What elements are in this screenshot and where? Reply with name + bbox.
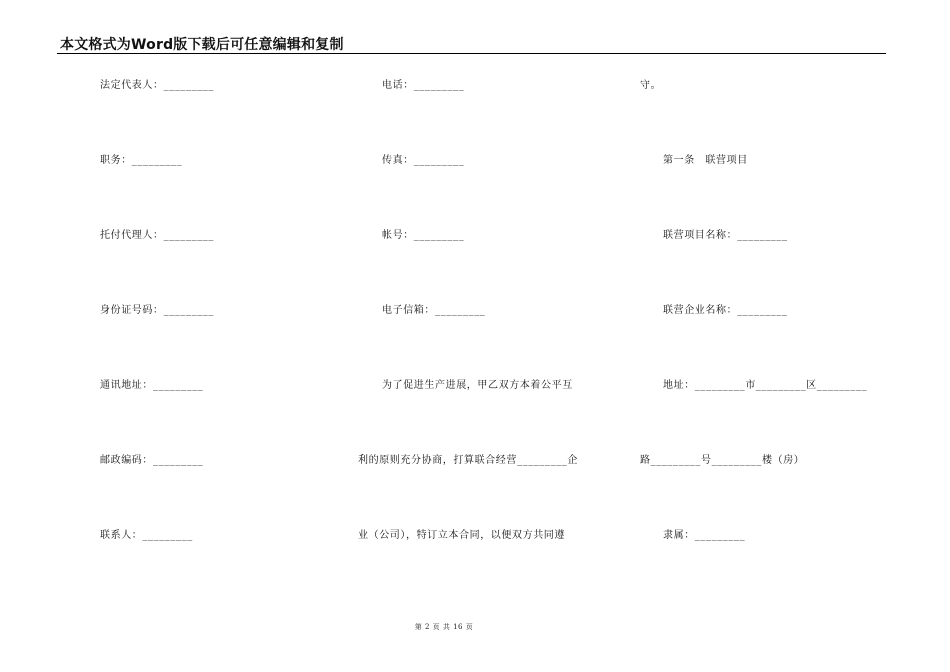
page-number-footer: 第 2 页 共 16 页 — [414, 623, 474, 631]
affiliation-line: 隶属：_________ — [663, 530, 746, 541]
preamble-text-line-3: 业（公司），特订立本合同，以便双方共同遵 — [358, 530, 565, 541]
article-one-heading: 第一条 联营项目 — [663, 155, 748, 166]
authorized-agent-line: 托付代理人：_________ — [100, 230, 214, 241]
phone-line: 电话：_________ — [382, 80, 465, 91]
account-number-line: 帐号：_________ — [382, 230, 465, 241]
id-number-line: 身份证号码：_________ — [100, 305, 214, 316]
email-line: 电子信箱：_________ — [382, 305, 486, 316]
fax-line: 传真：_________ — [382, 155, 465, 166]
preamble-text-line-1: 为了促进生产进展，甲乙双方本着公平互 — [382, 380, 573, 391]
contact-person-line: 联系人：_________ — [100, 530, 193, 541]
address-line: 地址：_________市_________区_________ — [663, 380, 868, 391]
joint-enterprise-name-line: 联营企业名称：_________ — [663, 305, 788, 316]
mailing-address-line: 通讯地址：_________ — [100, 380, 204, 391]
joint-project-name-line: 联营项目名称：_________ — [663, 230, 788, 241]
position-line: 职务：_________ — [100, 155, 183, 166]
header-divider — [57, 53, 886, 54]
document-header-title: 本文格式为Word版下载后可任意编辑和复制 — [60, 37, 344, 53]
road-number-line: 路_________号_________楼（房） — [640, 455, 805, 466]
preamble-text-line-4: 守。 — [640, 80, 662, 91]
preamble-text-line-2: 利的原则充分协商，打算联合经营_________企 — [358, 455, 578, 466]
postal-code-line: 邮政编码：_________ — [100, 455, 204, 466]
legal-representative-line: 法定代表人：_________ — [100, 80, 214, 91]
